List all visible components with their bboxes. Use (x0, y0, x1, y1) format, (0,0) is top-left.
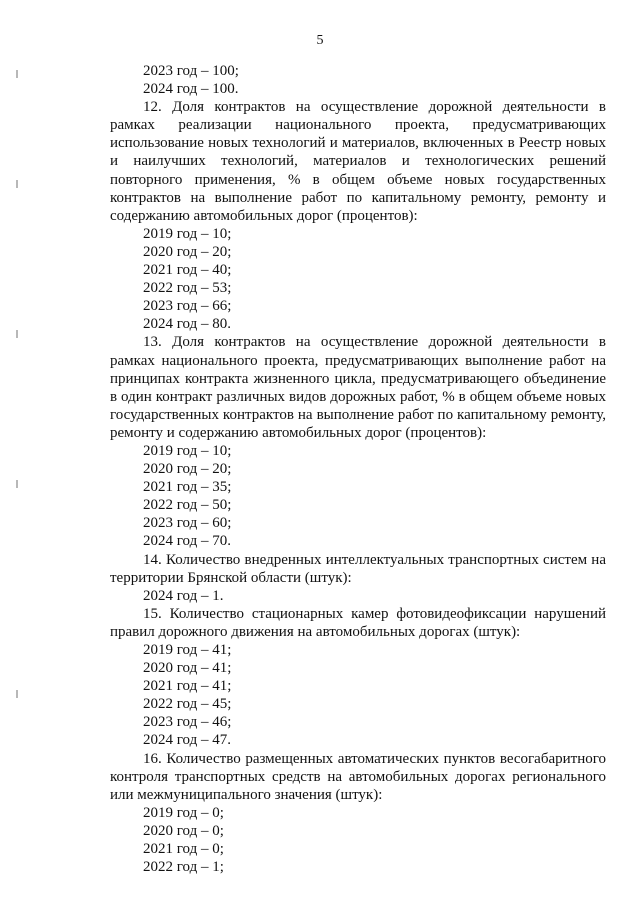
value-line: 2022 год – 1; (143, 859, 224, 876)
value-line: 2021 год – 0; (143, 841, 224, 858)
value-line: 2020 год – 0; (143, 822, 224, 839)
item-12-text: 12. Доля контрактов на осуществление дорожной деятельности в рамках реализации национального проекта, предусматривающих использование новых технологий и материалов, включенных в Реестр новых и наилучших технологий, материалов и технологических решений повторного применения, % в общем объеме новых государственных контрактов на выполнение работ по капитальному ремонту, ремонту и содержанию автомобильных дорог (процентов): (110, 99, 606, 224)
item-14-text: 14. Количество внедренных интеллектуальных транспортных систем на территории Брянской области (штук): (110, 551, 606, 586)
value-line: 2024 год – 70. (143, 533, 231, 550)
margin-mark (16, 180, 18, 188)
value-line: 2024 год – 80. (143, 316, 231, 333)
margin-mark (16, 330, 18, 338)
item-16-text: 16. Количество размещенных автоматических пунктов весогабаритного контроля транспортных средств на автомобильных дорогах регионального или межмуниципального значения (штук): (110, 750, 606, 803)
value-line: 2021 год – 35; (143, 479, 232, 496)
document-body (110, 62, 606, 876)
value-line: 2024 год – 47. (143, 732, 231, 749)
page-number: 5 (316, 33, 324, 48)
margin-mark (16, 70, 18, 78)
value-line: 2019 год – 10; (143, 442, 232, 459)
value-line: 2019 год – 41; (143, 642, 232, 658)
value-line: 2023 год – 60; (143, 515, 232, 532)
value-line: 2023 год – 46; (143, 714, 232, 731)
value-line: 2023 год – 66; (143, 298, 232, 315)
value-line: 2019 год – 10; (143, 225, 232, 242)
value-line: 2020 год – 20; (143, 243, 232, 260)
value-line: 2024 год – 1. (143, 587, 224, 604)
value-line: 2022 год – 45; (143, 696, 232, 713)
value-line: 2022 год – 50; (143, 497, 232, 514)
item-15-text: 15. Количество стационарных камер фотовидеофиксации нарушений правил дорожного движения на автомобильных дорогах (штук): (110, 605, 606, 640)
value-line: 2022 год – 53; (143, 280, 232, 297)
value-line: 2021 год – 41; (143, 678, 232, 695)
value-line: 2021 год – 40; (143, 262, 232, 279)
value-line: 2020 год – 41; (143, 660, 232, 677)
value-line: 2019 год – 0; (143, 804, 224, 821)
margin-mark (16, 480, 18, 488)
value-line: 2020 год – 20; (143, 461, 232, 478)
margin-mark (16, 690, 18, 698)
value-line: 2023 год – 100; (143, 63, 239, 79)
item-13-text: 13. Доля контрактов на осуществление дорожной деятельности в рамках национального проекта, предусматривающих выполнение работ на принципах контракта жизненного цикла, предусматривающего объединение в один контракт различных видов дорожных работ, % в общем объеме новых государственных контрактов на выполнение работ по капитальному ремонту, ремонту и содержанию автомобильных дорог (процентов): (110, 334, 606, 441)
value-line: 2024 год – 100. (143, 81, 239, 98)
